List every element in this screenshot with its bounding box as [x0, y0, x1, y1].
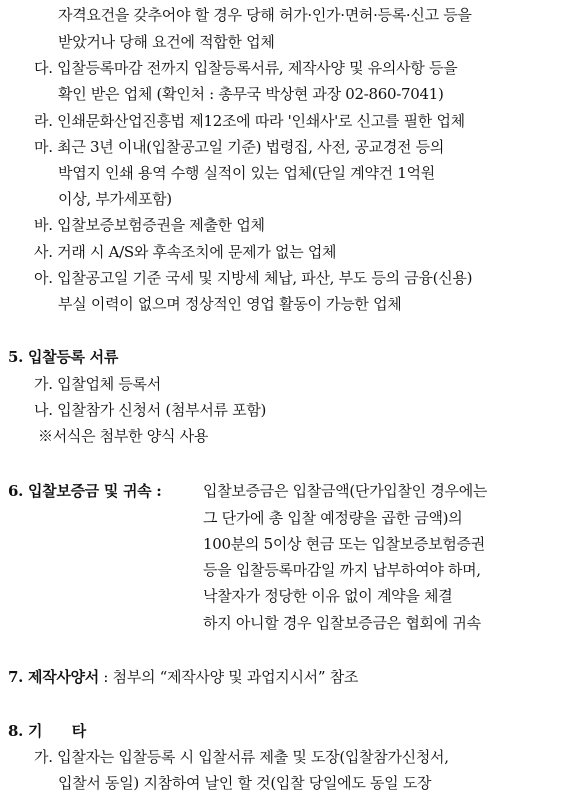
qualification-item-a: 아. 입찰공고일 기준 국세 및 지방세 체납, 파산, 부도 등의 금융(신용)	[34, 269, 473, 287]
qualification-item-ra: 라. 인쇄문화산업진흥법 제12조에 따라 '인쇄사'로 신고를 필한 업체	[34, 112, 465, 130]
section-8-heading: 8. 기 타	[8, 722, 86, 740]
qualification-line: 받았거나 당해 요건에 적합한 업체	[58, 33, 275, 51]
qualification-line: 이상, 부가세포함)	[58, 190, 172, 208]
section-5-note: ※서식은 첨부한 양식 사용	[38, 427, 209, 445]
qualification-item-ma: 마. 최근 3년 이내(입찰공고일 기준) 법령집, 사전, 공교경전 등의	[34, 138, 445, 156]
qualification-item-sa: 사. 거래 시 A/S와 후속조치에 문제가 없는 업체	[34, 243, 337, 261]
section-6-body-line: 등을 입찰등록마감일 까지 납부하여야 하며,	[203, 561, 481, 579]
qualification-line: 박엽지 인쇄 용역 수행 실적이 있는 업체(단일 계약건 1억원	[58, 164, 435, 182]
section-7-heading: 7. 제작사양서	[8, 668, 99, 686]
section-6-body-line: 그 단가에 총 입찰 예정량을 곱한 금액)의	[203, 509, 463, 527]
section-6-body-line: 100분의 5이상 현금 또는 입찰보증보험증권	[203, 535, 485, 553]
qualification-line: 자격요건을 갖추어야 할 경우 당해 허가·인가·면허·등록·신고 등을	[58, 6, 472, 24]
qualification-line: 확인 받은 업체 (확인처 : 총무국 박상현 과장 02-860-7041)	[58, 85, 444, 103]
section-7-line	[8, 666, 358, 688]
section-6-body-line: 낙찰자가 정당한 이유 없이 계약을 체결	[203, 587, 453, 605]
section-5-item: 나. 입찰참가 신청서 (첨부서류 포함)	[34, 401, 267, 419]
section-5-heading: 5. 입찰등록 서류	[8, 348, 119, 366]
section-8-item: 가. 입찰자는 입찰등록 시 입찰서류 제출 및 도장(입찰참가신청서,	[34, 748, 449, 766]
section-8-item-line: 입찰서 동일) 지참하여 날인 할 것(입찰 당일에도 동일 도장	[58, 774, 432, 792]
section-6-body-line: 하지 아니할 경우 입찰보증금은 협회에 귀속	[203, 614, 481, 632]
section-6-heading: 6. 입찰보증금 및 귀속 :	[8, 482, 162, 500]
qualification-item-da: 다. 입찰등록마감 전까지 입찰등록서류, 제작사양 및 유의사항 등을	[34, 59, 458, 77]
section-7-body: : 첨부의 “제작사양 및 과업지시서” 참조	[98, 668, 359, 686]
section-5-item: 가. 입찰업체 등록서	[34, 375, 161, 393]
qualification-item-ba: 바. 입찰보증보험증권을 제출한 업체	[34, 216, 265, 234]
section-6-body-line: 입찰보증금은 입찰금액(단가입찰인 경우에는	[203, 482, 488, 500]
qualification-line: 부실 이력이 없으며 정상적인 영업 활동이 가능한 업체	[58, 295, 402, 313]
